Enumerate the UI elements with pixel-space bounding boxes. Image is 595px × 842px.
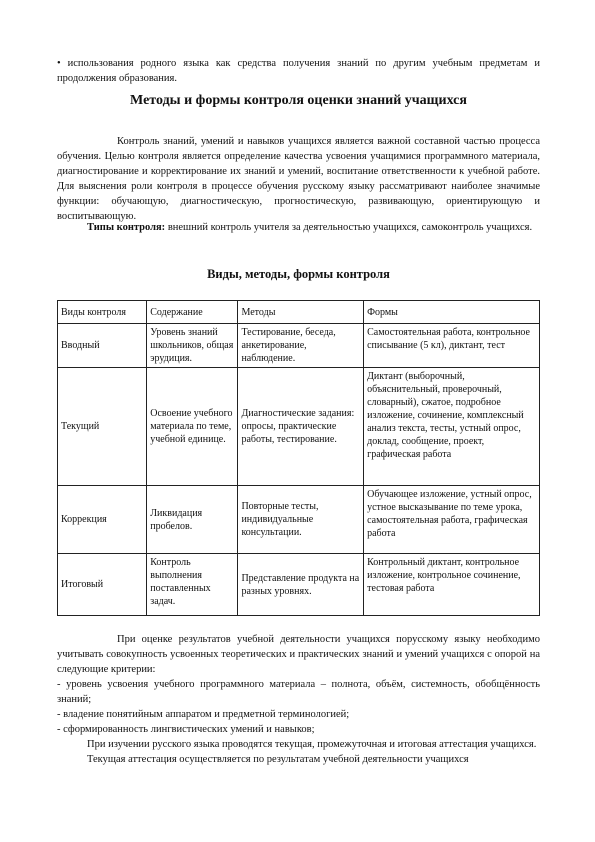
criteria-item: - сформированность лингвистических умений и навыков; xyxy=(57,724,315,735)
row-forms: Самостоятельная работа, контрольное списывание (5 кл), диктант, тест xyxy=(364,324,540,368)
row-methods: Диагностические задания: опросы, практические работы, тестирование. xyxy=(238,368,364,486)
criteria-section xyxy=(57,632,540,767)
criteria-item: - владение понятийным аппаратом и предметной терминологией; xyxy=(57,709,350,720)
table-header-row xyxy=(58,301,540,324)
paragraph-2 xyxy=(57,220,540,235)
paragraph-1: Контроль знаний, умений и навыков учащихся является важной составной частью процесса обучения. Целью контроля является определение качества усвоения учащимися программного материала, диагностирование и корректирование их знаний и умений, воспитание ответственности к учебной работе. Для выяснения роли контроля в процессе обучения русскому языку рассматривают наиболее значимые функции: обучающую, диагностическую, прогностическую, развивающую, ориентирующую и воспитывающую. xyxy=(57,136,540,222)
row-content: Освоение учебного материала по теме, учебной единице. xyxy=(147,368,238,486)
control-table xyxy=(57,300,540,616)
row-methods: Представление продукта на разных уровнях. xyxy=(238,554,364,616)
row-type: Текущий xyxy=(58,368,147,486)
header-content: Содержание xyxy=(147,301,238,324)
control-types-text: внешний контроль учителя за деятельностью учащихся, самоконтроль учащихся. xyxy=(165,222,533,233)
table-row xyxy=(58,324,540,368)
control-types-label: Типы контроля: xyxy=(87,222,166,233)
criteria-item: - уровень усвоения учебного программного материала – полнота, объём, системность, обобщённость знаний; xyxy=(57,679,540,705)
row-type: Вводный xyxy=(58,324,147,368)
row-forms: Диктант (выборочный, объяснительный, проверочный, словарный), сжатое, подробное изложение, сочинение, комплексный анализ текста, тесты, устный опрос, доклад, сообщение, проект, графическая работа xyxy=(364,368,540,486)
table-row xyxy=(58,368,540,486)
row-content: Ликвидация пробелов. xyxy=(147,486,238,554)
table-row xyxy=(58,486,540,554)
header-methods: Методы xyxy=(238,301,364,324)
control-types-paragraph xyxy=(57,220,540,235)
row-type: Итоговый xyxy=(58,554,147,616)
header-forms: Формы xyxy=(364,301,540,324)
table-row xyxy=(58,554,540,616)
row-methods: Повторные тесты, индивидуальные консультации. xyxy=(238,486,364,554)
intro-line: • использования родного языка как средства получения знаний по другим учебным предметам и продолжения образования. xyxy=(57,58,540,84)
main-heading: Методы и формы контроля оценки знаний учащихся xyxy=(130,93,467,108)
row-content: Контроль выполнения поставленных задач. xyxy=(147,554,238,616)
row-forms: Контрольный диктант, контрольное изложение, контрольное сочинение, тестовая работа xyxy=(364,554,540,616)
criteria-intro: При оценке результатов учебной деятельности учащихся порусскому языку необходимо учитывать совокупность усвоенных теоретических и практических знаний и умений учащихся с опорой на следующие критерии: xyxy=(57,634,540,675)
row-methods: Тестирование, беседа, анкетирование, наблюдение. xyxy=(238,324,364,368)
row-type: Коррекция xyxy=(58,486,147,554)
intro-bullet xyxy=(57,56,540,86)
current-attestation-paragraph: Текущая аттестация осуществляется по результатам учебной деятельности учащихся xyxy=(87,754,469,765)
row-content: Уровень знаний школьников, общая эрудиция. xyxy=(147,324,238,368)
attestation-paragraph: При изучении русского языка проводятся текущая, промежуточная и итоговая аттестация учащихся. xyxy=(87,739,537,750)
control-paragraph xyxy=(57,134,540,224)
row-forms: Обучающее изложение, устный опрос, устное высказывание по теме урока, самостоятельная работа, графическая работа xyxy=(364,486,540,554)
table-heading: Виды, методы, формы контроля xyxy=(207,267,390,281)
header-type: Виды контроля xyxy=(58,301,147,324)
